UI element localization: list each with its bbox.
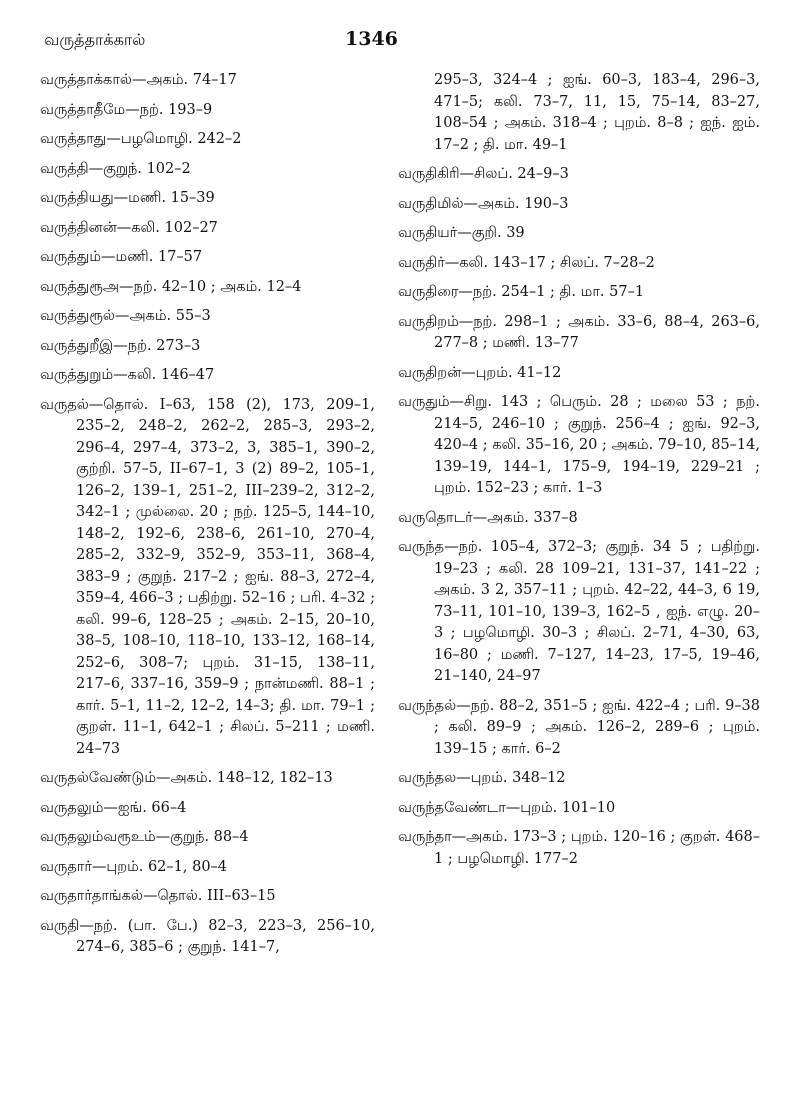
index-entry: வருதல்—தொல். I–63, 158 (2), 173, 209–1, 235–2, 248–2, 262–2, 285–3, 293–2, 296–4, 297–4, 373–2, 3, 385–1, 390–2, குற்றி. 57–5, II–67–1, 3 (2) 89–2, 105–1, 126–2, 139–1, 251–2, III–239–2, 312–2, 342–1 ; முல்லை. 20 ; நற். 125–5, 144–10, 148–2, 192–6, 238–6, 261–10, 270–4, 285–2, 332–9, 352–9, 353–11, 368–4, 383–9 ; குறுந். 217–2 ; ஐங். 88–3, 272–4, 359–4, 466–3 ; பதிற்று. 52–16 ; பரி. 4–32 ; கலி. 99–6, 128–25 ; அகம். 2–15, 20–10, 38–5, 108–10, 118–10, 133–12, 168–14, 252–6, 308–7; புறம். 31–15, 138–11, 217–6, 337–16, 359–9 ; நான்மணி. 88–1 ; கார். 5–1, 11–2, 12–2, 14–3; தி. மா. 79–1 ; குறள். 11–1, 642–1 ; சிலப். 5–211 ; மணி. 24–73 <box>40 396 375 757</box>
index-entry: வருந்தவேண்டா—புறம். 101–10 <box>398 799 616 816</box>
index-entry: வருத்தியது—மணி. 15–39 <box>40 190 215 206</box>
index-entry: வருதலும்வரூஉம்—குறுந். 88–4 <box>40 829 249 845</box>
index-entry: வருந்தா—அகம். 173–3 ; புறம். 120–16 ; குறள். 468–1 ; பழமொழி. 177–2 <box>398 829 760 867</box>
index-entry: வருத்துரூஅ—நற். 42–10 ; அகம். 12–4 <box>40 278 302 295</box>
index-entry: வருதிறன்—புறம். 41–12 <box>398 364 562 381</box>
index-entry: வருத்தாக்கால்—அகம். 74–17 <box>40 72 237 88</box>
running-head: வருத்தாக்கால் <box>44 30 146 49</box>
index-entry: வருதார்தாங்கல்—தொல். III–63–15 <box>40 888 276 904</box>
index-entry: வருந்த—நற். 105–4, 372–3; குறுந். 34 5 ; பதிற்று. 19–23 ; கலி. 28 109–21, 131–37, 141–22 ; அகம். 3 2, 357–11 ; புறம். 42–22, 44–3, 6 19, 73–11, 101–10, 139–3, 162–5 , ஐந். எழு. 20–3 ; பழமொழி. 30–3 ; சிலப். 2–71, 4–30, 63, 16–80 ; மணி. 7–127, 14–23, 17–5, 19–46, 21–140, 24–97 <box>398 539 760 684</box>
left-column <box>40 70 375 967</box>
index-entry: வருதி—நற். (பா. பே.) 82–3, 223–3, 256–10, 274–6, 385–6 ; குறுந். 141–7, <box>40 917 375 955</box>
right-column <box>398 70 760 878</box>
index-entry: வருதியர்—குறி. 39 <box>398 225 525 241</box>
index-entry: வருந்தல—புறம். 348–12 <box>398 770 566 786</box>
index-entry: வருத்துறும்—கலி. 146–47 <box>40 367 215 383</box>
index-entry: வருத்தினன்—கலி. 102–27 <box>40 219 218 236</box>
index-entry: வருதிரை—நற். 254–1 ; தி. மா. 57–1 <box>398 284 645 300</box>
index-entry: வருதார்—புறம். 62–1, 80–4 <box>40 858 228 875</box>
index-entry: வருத்தாதீமே—நற். 193–9 <box>40 101 213 118</box>
continued-entry: 295–3, 324–4 ; ஐங். 60–3, 183–4, 296–3, 471–5; கலி. 73–7, 11, 15, 75–14, 83–27, 108–54 ; அகம். 318–4 ; புறம். 8–8 ; ஐந். ஐம். 17–2 ; தி. மா. 49–1 <box>434 72 760 153</box>
index-entry: வருதொடர்—அகம். 337–8 <box>398 509 578 526</box>
index-entry: வருதிமில்—அகம். 190–3 <box>398 195 569 212</box>
index-entry: வருதிர்—கலி. 143–17 ; சிலப். 7–28–2 <box>398 254 655 271</box>
index-entry: வருத்தி—குறுந். 102–2 <box>40 160 191 177</box>
index-entry: வருந்தல்—நற். 88–2, 351–5 ; ஐங். 422–4 ; பரி. 9–38 ; கலி. 89–9 ; அகம். 126–2, 289–6 ; புறம். 139–15 ; கார். 6–2 <box>398 697 760 757</box>
page-number: 1346 <box>345 28 398 50</box>
index-entry: வருத்தாது—பழமொழி. 242–2 <box>40 131 242 147</box>
index-entry: வருத்துரூல்—அகம். 55–3 <box>40 308 211 324</box>
index-entry: வருதலும்—ஐங். 66–4 <box>40 799 187 816</box>
index-entry: வருத்துறீஇ—நற். 273–3 <box>40 337 201 354</box>
index-entry: வருதும்—சிறு. 143 ; பெரும். 28 ; மலை 53 ; நற். 214–5, 246–10 ; குறுந். 256–4 ; ஐங். 92–3, 420–4 ; கலி. 35–16, 20 ; அகம். 79–10, 85–14, 139–19, 144–1, 175–9, 194–19, 229–21 ; புறம். 152–23 ; கார். 1–3 <box>398 394 760 496</box>
index-entry: வருதிறம்—நற். 298–1 ; அகம். 33–6, 88–4, 263–6, 277–8 ; மணி. 13–77 <box>398 313 760 351</box>
index-entry: வருத்தும்—மணி. 17–57 <box>40 249 203 265</box>
index-entry: வருதல்வேண்டும்—அகம். 148–12, 182–13 <box>40 770 333 786</box>
index-entry: வருதிகிரி—சிலப். 24–9–3 <box>398 166 569 182</box>
